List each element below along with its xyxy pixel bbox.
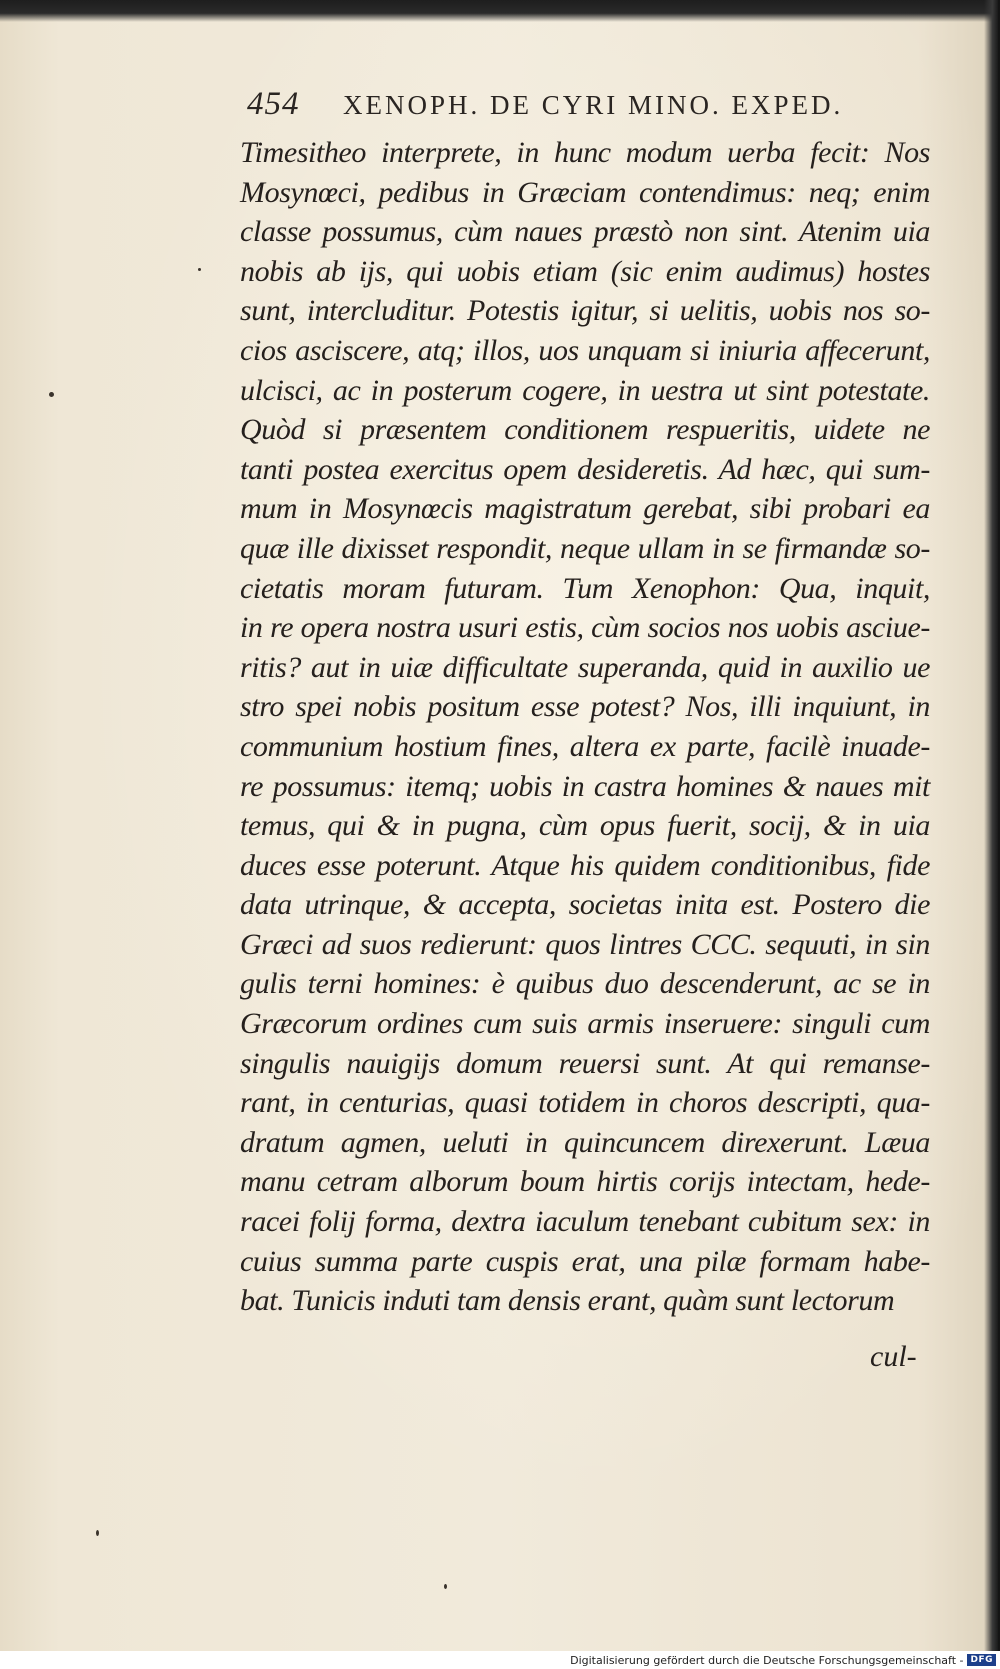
paper-speck xyxy=(49,392,54,397)
running-head: XENOPH. DE CYRI MINO. EXPED. xyxy=(343,90,844,120)
catchword: cul- xyxy=(870,1340,917,1373)
text-line: Timesitheo interprete, in hunc modum uerba fecit: Nos xyxy=(240,136,930,169)
text-line: communium hostium fines, altera ex parte, facilè inuade- xyxy=(240,729,930,763)
text-line: sunt, intercluditur. Potestis igitur, si uelitis, uobis nos so- xyxy=(240,294,930,328)
text-line: cuius summa parte cuspis erat, una pilæ formam habe- xyxy=(240,1244,930,1278)
text-line: singulis nauigijs domum reuersi sunt. At qui remanse- xyxy=(240,1046,930,1080)
digitization-footer xyxy=(0,1651,1000,1669)
text-line: bat. Tunicis induti tam densis erant, quàm sunt lectorum xyxy=(240,1284,895,1318)
page-top-shadow xyxy=(0,0,998,22)
text-line: Quòd si præsentem conditionem respueritis, uidete ne xyxy=(240,413,930,447)
text-line: tanti postea exercitus opem desideretis. Ad hæc, qui sum- xyxy=(240,452,930,486)
text-line: in re opera nostra usuri estis, cùm socios nos uobis asciue- xyxy=(240,611,930,645)
text-line: gulis terni homines: è quibus duo descenderunt, ac se in xyxy=(240,967,930,1001)
text-line: re possumus: itemq; uobis in castra homines & naues mit xyxy=(240,769,930,803)
body-text xyxy=(240,133,930,1321)
text-line: racei folij forma, dextra iaculum tenebant cubitum sex: in xyxy=(240,1205,930,1239)
page-header xyxy=(247,86,877,126)
text-line: Græci ad suos redierunt: quos lintres CCC. sequuti, in sin xyxy=(240,927,930,961)
text-line: quæ ille dixisset respondit, neque ullam in se firmandæ so- xyxy=(240,531,930,565)
text-line: nobis ab ijs, qui uobis etiam (sic enim audimus) hostes xyxy=(240,254,930,288)
text-line: classe possumus, cùm naues præstò non sint. Atenim uia xyxy=(240,215,930,249)
text-line: dratum agmen, ueluti in quincuncem direxerunt. Læua xyxy=(240,1125,930,1159)
paper-speck xyxy=(444,1584,447,1589)
text-line: ulcisci, ac in posterum cogere, in uestra ut sint potestate. xyxy=(240,373,930,407)
text-line: cietatis moram futuram. Tum Xenophon: Qua, inquit, xyxy=(240,571,930,605)
paper-speck xyxy=(198,268,201,271)
text-line: rant, in centurias, quasi totidem in choros descripti, qua- xyxy=(240,1086,930,1120)
text-line: manu cetram alborum boum hirtis corijs intectam, hede- xyxy=(240,1165,930,1199)
paper-speck xyxy=(96,1530,99,1536)
text-line: duces esse poterunt. Atque his quidem conditionibus, fide xyxy=(240,848,930,882)
page-number: 454 xyxy=(247,86,300,122)
funding-credit: Digitalisierung gefördert durch die Deutsche Forschungsgemeinschaft - xyxy=(570,1653,964,1667)
text-line: Græcorum ordines cum suis armis inseruere: singuli cum xyxy=(240,1007,930,1041)
text-line: ritis? aut in uiæ difficultate superanda, quid in auxilio ue xyxy=(240,650,930,684)
page-right-edge xyxy=(984,0,998,1651)
text-line: stro spei nobis positum esse potest? Nos, illi inquiunt, in xyxy=(240,690,930,724)
text-line: mum in Mosynœcis magistratum gerebat, sibi probari ea xyxy=(240,492,930,526)
dfg-logo: DFG xyxy=(967,1654,996,1666)
text-line: temus, qui & in pugna, cùm opus fuerit, socij, & in uia xyxy=(240,809,930,843)
text-line: data utrinque, & accepta, societas inita est. Postero die xyxy=(240,888,930,922)
text-line: cios asciscere, atq; illos, uos unquam si iniuria affecerunt, xyxy=(240,333,930,367)
text-line: Mosynœci, pedibus in Græciam contendimus: neq; enim xyxy=(240,175,930,209)
